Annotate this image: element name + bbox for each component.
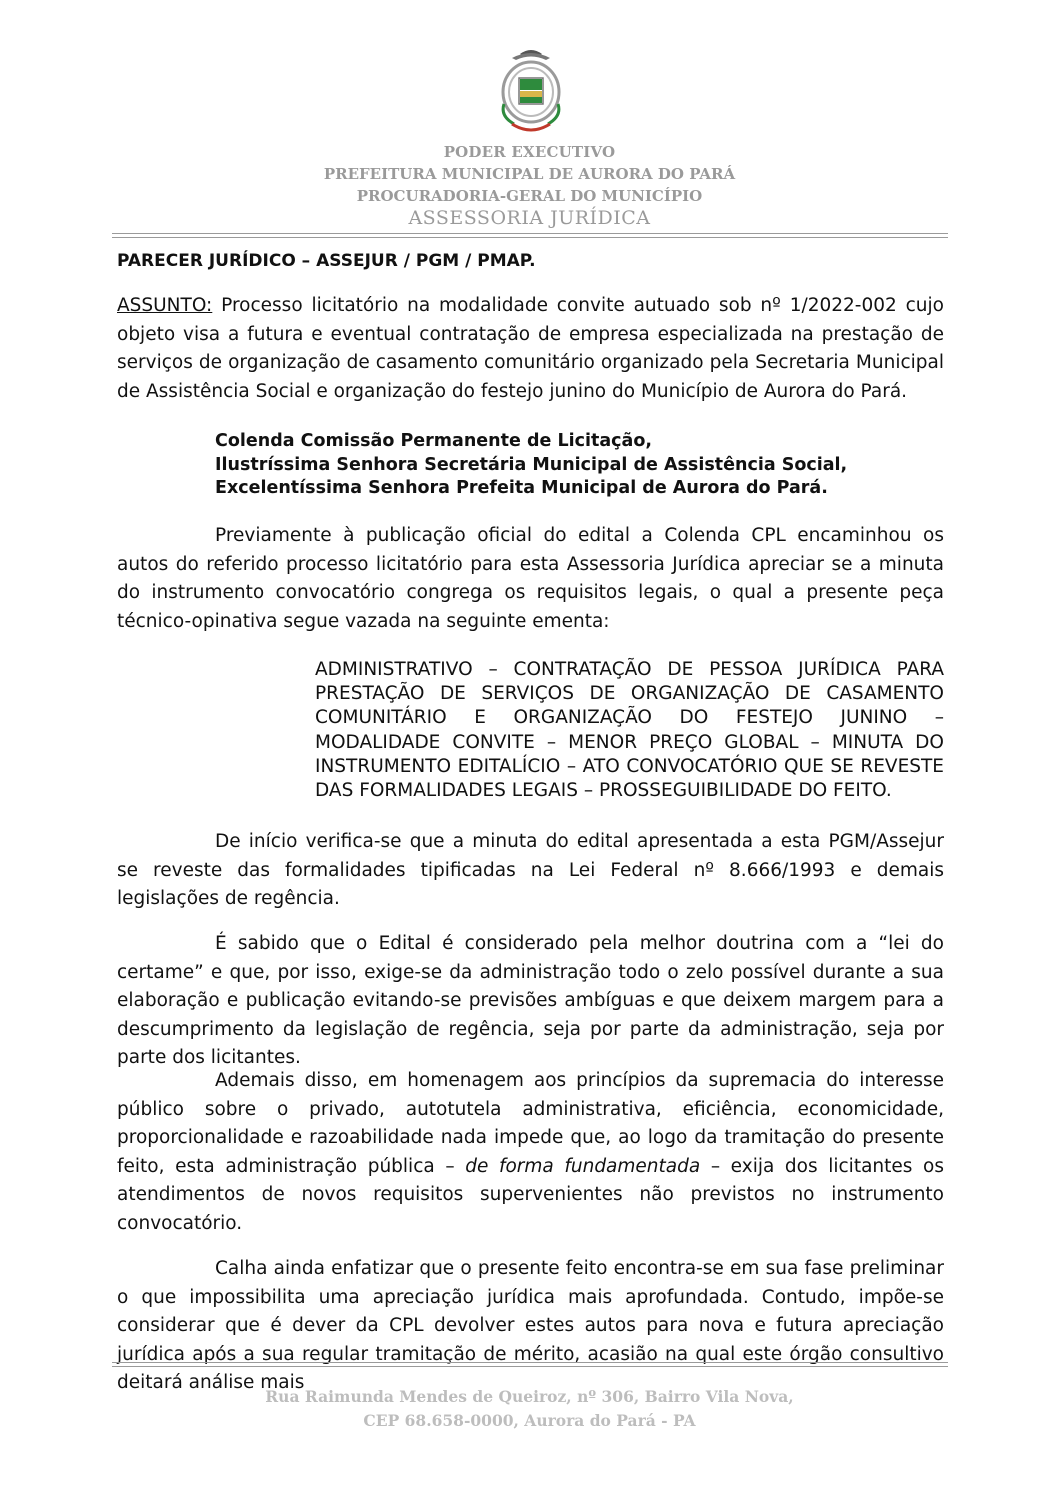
subject-text: Processo licitatório na modalidade convite autuado sob nº 1/2022-002 cujo objeto visa a futura e eventual contratação de empresa especializada na prestação de serviços de organização de casamento comunitário organizado pela Secretaria Municipal de Assistência Social e organização do festejo junino do Município de Aurora do Pará. [117,295,944,402]
paragraph-principles [117,1067,944,1239]
subject-label: ASSUNTO: [117,295,213,316]
addressee-line: Colenda Comissão Permanente de Licitação, [215,431,652,451]
footer-divider [112,1362,948,1363]
document-title: PARECER JURÍDICO – ASSEJUR / PGM / PMAP. [117,251,536,271]
addressee-block [215,430,944,501]
paragraph-intro: Previamente à publicação oficial do edital a Colenda CPL encaminhou os autos do referido processo licitatório para esta Assessoria Jurídica apreciar se a minuta do instrumento convocatório congrega os requisitos legais, o qual a presente peça técnico-opinativa segue vazada na seguinte ementa: [117,525,944,632]
header-attorney-general: PROCURADORIA-GERAL DO MUNICÍPIO [356,187,703,205]
header-divider [112,233,948,234]
paragraph-text: – exija dos licitantes os atendimentos de novos requisitos supervenientes não previstos no instrumento convocatório. [117,1155,944,1234]
addressee-line: Ilustríssima Senhora Secretária Municipal de Assistência Social, [215,454,848,475]
paragraph-preliminary: Calha ainda enfatizar que o presente feito encontra-se em sua fase preliminar o que impossibilita uma apreciação jurídica mais aprofundada. Contudo, impõe-se considerar que é dever da CPL devolver estes autos para nova e futura apreciação jurídica após a sua regular tramitação de mérito, acasião na qual este órgão consultivo deitará análise mais [117,1258,944,1394]
addressee-line: Excelentíssima Senhora Prefeita Municipal de Aurora do Pará. [215,478,828,498]
paragraph-text: Ademais disso, em homenagem aos princípios da supremacia do interesse público sobre o privado, autotutela administrativa, eficiência, economicidade, proporcionalidade e razoabilidade nada impede que, ao logo da tramitação do presente feito, esta administração pública – [117,1070,944,1177]
subject-paragraph [117,292,944,406]
paragraph-edital: É sabido que o Edital é considerado pela melhor doutrina com a “lei do certame” e que, por isso, exige-se da administração todo o zelo possível durante a sua elaboração e publicação evitando-se previsões ambíguas e que deixem margem para a descumprimento da legislação de regência, seja por parte da administração, seja por parte dos licitantes. [117,933,944,1069]
ementa-line: MODALIDADE CONVITE – MENOR PREÇO GLOBAL – MINUTA DO [315,731,944,753]
ementa-line: DAS FORMALIDADES LEGAIS – PROSSEGUIBILIDADE DO FEITO. [315,780,892,802]
footer-divider [112,1366,948,1367]
header-divider [112,237,948,238]
municipal-crest-icon [490,44,572,144]
ementa-line: PRESTAÇÃO DE SERVIÇOS DE ORGANIZAÇÃO DE CASAMENTO [315,683,944,705]
emphasis-text: de forma fundamentada [465,1155,701,1177]
footer-address: Rua Raimunda Mendes de Queiroz, nº 306, Bairro Vila Nova, [265,1387,794,1406]
ementa-line: COMUNITÁRIO E ORGANIZAÇÃO DO FESTEJO JUNINO – [315,707,944,729]
header-legal-office: ASSESSORIA JURÍDICA [408,207,651,229]
header-city-hall: PREFEITURA MUNICIPAL DE AURORA DO PARÁ [323,165,736,183]
ementa-line: INSTRUMENTO EDITALÍCIO – ATO CONVOCATÓRIO QUE SE REVESTE [315,755,944,777]
paragraph-verification: De início verifica-se que a minuta do edital apresentada a esta PGM/Assejur se reveste das formalidades tipificadas na Lei Federal nº 8.666/1993 e demais legislações de regência. [117,831,944,910]
summary-ementa [315,658,944,803]
header-power: PODER EXECUTIVO [443,143,616,161]
footer-postal-code: CEP 68.658-0000, Aurora do Pará - PA [363,1411,696,1430]
ementa-line: ADMINISTRATIVO – CONTRATAÇÃO DE PESSOA JURÍDICA PARA [315,659,944,680]
